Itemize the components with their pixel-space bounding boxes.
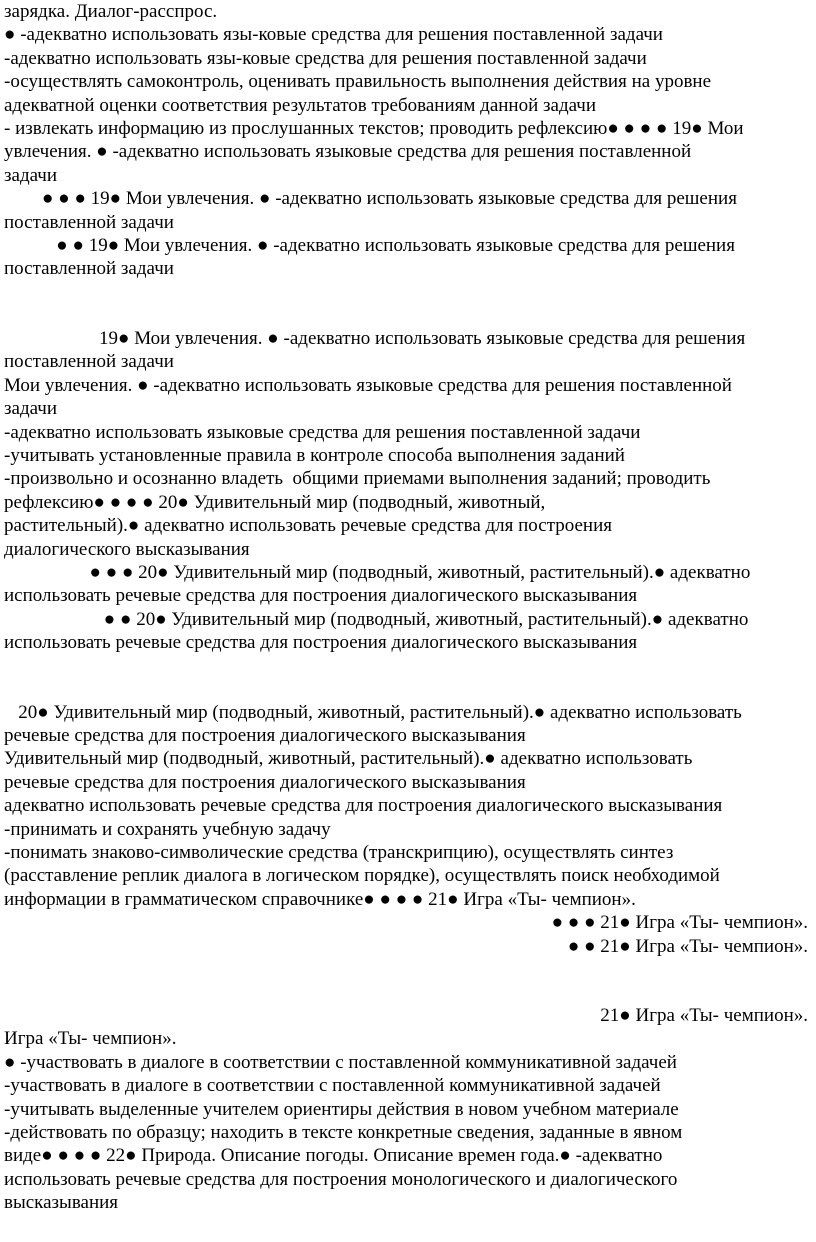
text-line-28: речевые средства для построения диалогического высказывания	[4, 724, 526, 746]
text-line-34: (расставление реплик диалога в логическом порядке), осуществлять поиск необходимой	[4, 865, 720, 887]
text-line-13: 19● Мои увлечения. ● -адекватно использовать языковые средства для решения	[4, 327, 746, 349]
text-line-4: -осуществлять самоконтроль, оценивать правильность выполнения действия на уровне	[4, 71, 712, 93]
text-line-14: поставленной задачи	[4, 351, 174, 373]
text-line-35: информации в грамматическом справочнике● ● ● ● 21● Игра «Ты- чемпион».	[4, 888, 636, 910]
text-line-32: -принимать и сохранять учебную задачу	[4, 818, 331, 840]
text-line-2: ● -адекватно использовать язы-ковые средства для решения поставленной задачи	[4, 24, 663, 46]
text-line-21: растительный).● адекватно использовать речевые средства для построения	[4, 515, 612, 537]
text-line-29: Удивительный мир (подводный, животный, растительный).● адекватно использовать	[4, 748, 693, 770]
text-line-5: адекватной оценки соответствия результатов требованиям данной задачи	[4, 94, 597, 116]
text-line-38: 21● Игра «Ты- чемпион».	[600, 1005, 808, 1027]
text-line-42: -учитывать выделенные учителем ориентиры действия в новом учебном материале	[4, 1098, 679, 1120]
text-line-40: ● -участвовать в диалоге в соответствии с поставленной коммуникативной задачей	[4, 1051, 677, 1073]
text-line-27: 20● Удивительный мир (подводный, животный, растительный).● адекватно использовать	[4, 701, 742, 723]
text-line-8: задачи	[4, 164, 58, 186]
text-line-25: ● ● 20● Удивительный мир (подводный, животный, растительный).● адекватно	[4, 608, 749, 630]
text-line-3: -адекватно использовать язы-ковые средства для решения поставленной задачи	[4, 47, 647, 69]
text-line-23: ● ● ● 20● Удивительный мир (подводный, животный, растительный).● адекватно	[4, 561, 751, 583]
text-line-6: - извлекать информацию из прослушанных текстов; проводить рефлексию● ● ● ● 19● Мои	[4, 118, 744, 140]
text-line-44: виде● ● ● ● 22● Природа. Описание погоды. Описание времен года.● -адекватно	[4, 1145, 663, 1167]
text-line-37: ● ● 21● Игра «Ты- чемпион».	[567, 935, 808, 957]
text-line-24: использовать речевые средства для построения диалогического высказывания	[4, 585, 638, 607]
text-line-41: -участвовать в диалоге в соответствии с поставленной коммуникативной задачей	[4, 1075, 661, 1097]
text-line-16: задачи	[4, 398, 58, 420]
text-line-31: адекватно использовать речевые средства для построения диалогического высказывания	[4, 795, 723, 817]
text-line-20: рефлексию● ● ● ● 20● Удивительный мир (подводный, животный,	[4, 491, 546, 513]
text-line-43: -действовать по образцу; находить в тексте конкретные сведения, заданные в явном	[4, 1122, 683, 1144]
text-line-45: использовать речевые средства для построения монологического и диалогического	[4, 1168, 678, 1190]
blank-space	[4, 281, 808, 327]
text-line-19: -произвольно и осознанно владеть общими приемами выполнения заданий; проводить	[4, 468, 711, 490]
text-line-36: ● ● ● 21● Игра «Ты- чемпион».	[551, 912, 808, 934]
text-line-15: Мои увлечения. ● -адекватно использовать языковые средства для решения поставленной	[4, 374, 732, 396]
blank-space	[4, 958, 808, 1004]
text-line-11: ● ● 19● Мои увлечения. ● -адекватно использовать языковые средства для решения	[4, 235, 735, 257]
text-line-26: использовать речевые средства для построения диалогического высказывания	[4, 632, 638, 654]
text-line-9: ● ● ● 19● Мои увлечения. ● -адекватно использовать языковые средства для решения	[4, 188, 737, 210]
text-line-46: высказывания	[4, 1192, 119, 1214]
text-line-33: -понимать знаково-символические средства (транскрипцию), осуществлять синтез	[4, 842, 674, 863]
text-line-39: Игра «Ты- чемпион».	[4, 1028, 177, 1050]
text-line-18: -учитывать установленные правила в контроле способа выполнения заданий	[4, 444, 625, 466]
text-line-17: -адекватно использовать языковые средства для решения поставленной задачи	[4, 421, 641, 443]
text-line-30: речевые средства для построения диалогического высказывания	[4, 771, 526, 793]
text-line-1: зарядка. Диалог-расспрос.	[4, 1, 218, 22]
text-line-7: увлечения. ● -адекватно использовать языковые средства для решения поставленной	[4, 141, 692, 163]
text-line-22: диалогического высказывания	[4, 538, 250, 560]
blank-space	[4, 655, 808, 701]
text-line-10: поставленной задачи	[4, 211, 174, 233]
text-line-12: поставленной задачи	[4, 258, 174, 280]
